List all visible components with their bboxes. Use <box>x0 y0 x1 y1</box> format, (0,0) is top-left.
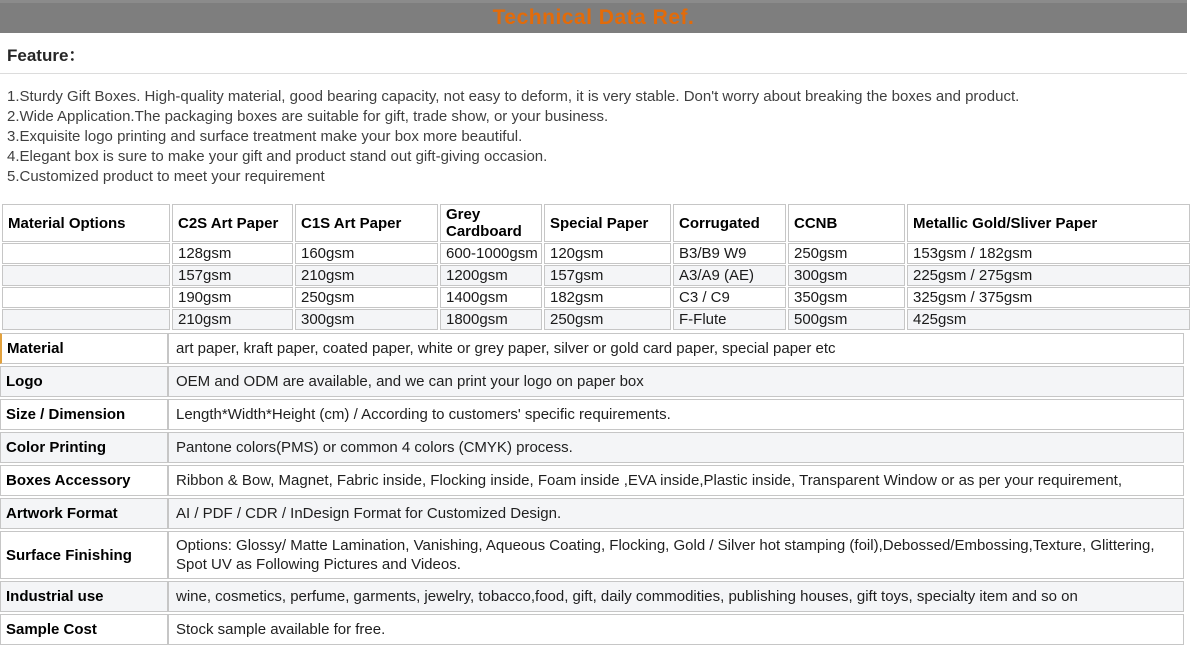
spec-cell: 325gsm / 375gsm <box>907 287 1190 308</box>
spec-cell: 210gsm <box>295 265 438 286</box>
feature-item: 3.Exquisite logo printing and surface treatment make your box more beautiful. <box>7 128 523 145</box>
material-options-table <box>0 203 1192 331</box>
spec-cell <box>2 265 170 286</box>
spec-cell: 350gsm <box>788 287 905 308</box>
feature-item: 5.Customized product to meet your requirement <box>7 168 325 185</box>
detail-label: Logo <box>0 366 168 397</box>
feature-item: 1.Sturdy Gift Boxes. High-quality material, good bearing capacity, not easy to deform, it is very stable. Don't worry about breaking the boxes and product. <box>7 88 1020 105</box>
spec-cell <box>2 309 170 330</box>
spec-header-cell: Material Options <box>2 204 170 242</box>
spec-cell: 600-1000gsm <box>440 243 542 264</box>
spec-cell: B3/B9 W9 <box>673 243 786 264</box>
spec-header-cell: CCNB <box>788 204 905 242</box>
spec-cell: 190gsm <box>172 287 293 308</box>
spec-header-cell: Metallic Gold/Sliver Paper <box>907 204 1190 242</box>
detail-value: OEM and ODM are available, and we can print your logo on paper box <box>168 366 1184 397</box>
spec-cell: 1800gsm <box>440 309 542 330</box>
detail-value: Options: Glossy/ Matte Lamination, Vanishing, Aqueous Coating, Flocking, Gold / Silver hot stamping (foil),Debossed/Embossing,Texture, Glittering, Spot UV as Following Pictures and Videos. <box>168 531 1184 579</box>
detail-row <box>0 614 1184 645</box>
spec-cell: 500gsm <box>788 309 905 330</box>
detail-row <box>0 399 1184 430</box>
spec-cell: 250gsm <box>544 309 671 330</box>
spec-cell: 225gsm / 275gsm <box>907 265 1190 286</box>
spec-row <box>2 243 1190 264</box>
detail-label: Boxes Accessory <box>0 465 168 496</box>
spec-table-body <box>2 243 1190 330</box>
detail-row <box>0 366 1184 397</box>
spec-header-cell: Grey Cardboard <box>440 204 542 242</box>
detail-label: Material <box>0 333 168 364</box>
spec-cell: 1400gsm <box>440 287 542 308</box>
spec-cell: 128gsm <box>172 243 293 264</box>
spec-cell: 153gsm / 182gsm <box>907 243 1190 264</box>
spec-cell: 182gsm <box>544 287 671 308</box>
spec-cell: 157gsm <box>172 265 293 286</box>
spec-header-cell: Special Paper <box>544 204 671 242</box>
detail-row <box>0 333 1184 364</box>
detail-row <box>0 432 1184 463</box>
feature-item: 4.Elegant box is sure to make your gift and product stand out gift-giving occasion. <box>7 148 548 165</box>
detail-label: Color Printing <box>0 432 168 463</box>
spec-cell: C3 / C9 <box>673 287 786 308</box>
spec-cell <box>2 287 170 308</box>
spec-cell: 250gsm <box>788 243 905 264</box>
spec-cell: F-Flute <box>673 309 786 330</box>
detail-value: AI / PDF / CDR / InDesign Format for Customized Design. <box>168 498 1184 529</box>
spec-cell: A3/A9 (AE) <box>673 265 786 286</box>
feature-heading: Feature： <box>0 33 1187 74</box>
spec-cell <box>2 243 170 264</box>
spec-cell: 425gsm <box>907 309 1190 330</box>
spec-cell: 157gsm <box>544 265 671 286</box>
spec-cell: 160gsm <box>295 243 438 264</box>
detail-table-body <box>0 333 1184 645</box>
detail-label: Surface Finishing <box>0 531 168 579</box>
feature-list <box>0 74 1187 197</box>
detail-label: Size / Dimension <box>0 399 168 430</box>
detail-label: Artwork Format <box>0 498 168 529</box>
banner-title: Technical Data Ref. <box>492 6 695 29</box>
detail-label: Industrial use <box>0 581 168 612</box>
feature-item: 2.Wide Application.The packaging boxes are suitable for gift, trade show, or your business. <box>7 108 609 125</box>
spec-row <box>2 287 1190 308</box>
spec-header-cell: C1S Art Paper <box>295 204 438 242</box>
spec-header-cell: Corrugated <box>673 204 786 242</box>
detail-value: art paper, kraft paper, coated paper, white or grey paper, silver or gold card paper, special paper etc <box>168 333 1184 364</box>
detail-value: Pantone colors(PMS) or common 4 colors (CMYK) process. <box>168 432 1184 463</box>
detail-row <box>0 465 1184 496</box>
spec-row <box>2 265 1190 286</box>
spec-cell: 210gsm <box>172 309 293 330</box>
detail-row <box>0 531 1184 579</box>
spec-header-row <box>2 204 1190 242</box>
detail-table <box>0 331 1184 647</box>
spec-cell: 300gsm <box>295 309 438 330</box>
detail-row <box>0 581 1184 612</box>
spec-row <box>2 309 1190 330</box>
detail-value: Length*Width*Height (cm) / According to customers' specific requirements. <box>168 399 1184 430</box>
spec-header-cell: C2S Art Paper <box>172 204 293 242</box>
technical-data-banner <box>0 0 1187 33</box>
detail-value: wine, cosmetics, perfume, garments, jewelry, tobacco,food, gift, daily commodities, publishing houses, gift toys, specialty item and so on <box>168 581 1184 612</box>
detail-value: Stock sample available for free. <box>168 614 1184 645</box>
detail-row <box>0 498 1184 529</box>
detail-label: Sample Cost <box>0 614 168 645</box>
spec-cell: 250gsm <box>295 287 438 308</box>
spec-cell: 300gsm <box>788 265 905 286</box>
spec-cell: 120gsm <box>544 243 671 264</box>
spec-cell: 1200gsm <box>440 265 542 286</box>
detail-value: Ribbon & Bow, Magnet, Fabric inside, Flocking inside, Foam inside ,EVA inside,Plastic inside, Transparent Window or as per your requirement, <box>168 465 1184 496</box>
